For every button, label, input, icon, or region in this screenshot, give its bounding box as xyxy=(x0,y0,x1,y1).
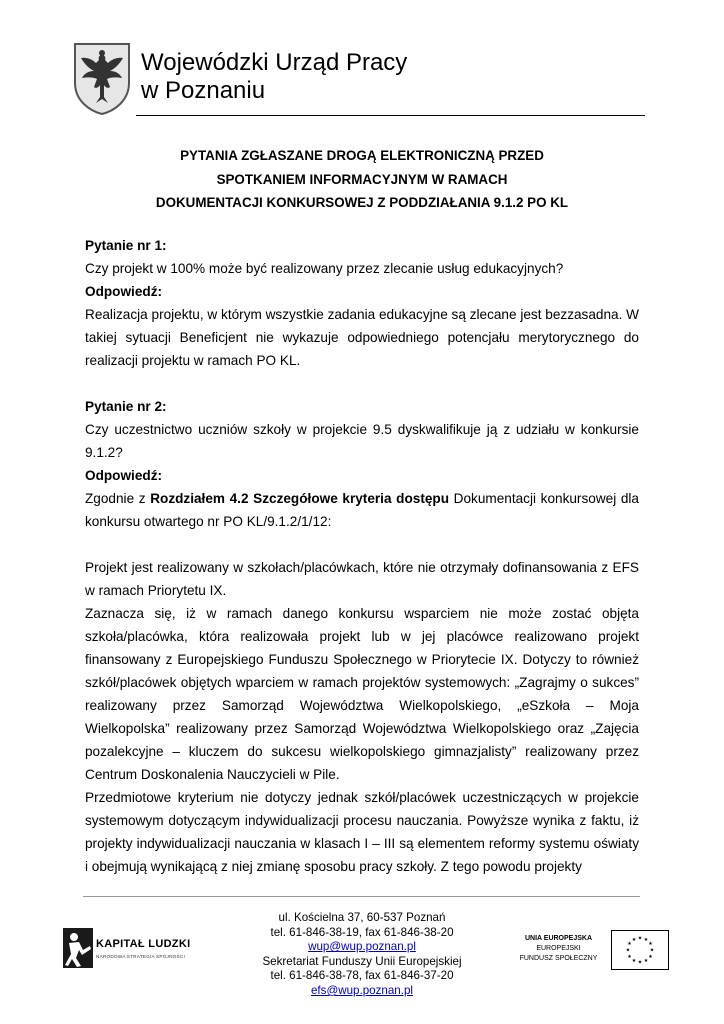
svg-text:★: ★ xyxy=(631,958,637,964)
question-2-text: Czy uczestnictwo uczniów szkoły w projekcie 9.5 dyskwalifikuje ją z udziału w konkursie 9.1.2? xyxy=(85,422,639,460)
eu-line-2: EUROPEJSKI xyxy=(536,945,581,952)
document-title xyxy=(84,144,640,215)
kapital-ludzki-title: KAPITAŁ LUDZKI xyxy=(96,938,191,950)
svg-text:★: ★ xyxy=(627,954,632,960)
answer-2-label: Odpowiedź: xyxy=(85,468,163,483)
svg-text:★: ★ xyxy=(648,941,653,947)
document-body xyxy=(85,234,639,878)
footer-divider xyxy=(83,896,640,897)
svg-text:★: ★ xyxy=(627,941,632,947)
header-divider xyxy=(136,115,645,116)
organization-name-line1: Wojewódzki Urząd Pracy xyxy=(141,49,408,76)
answer-1-text: Realizacja projektu, w którym wszystkie zadania edukacyjne są zlecane jest bezzasadna. W takiej sytuacji Beneficjent nie wykazuje odpowiedniego potencjału merytorycznego do realizacji projektu w ramach PO KL. xyxy=(85,307,639,368)
answer-1-label: Odpowiedź: xyxy=(85,284,163,299)
answer-2-intro-pre: Zgodnie z xyxy=(85,491,151,506)
footer-contact xyxy=(245,911,479,999)
footer-secretariat: Sekretariat Funduszy Unii Europejskiej xyxy=(262,954,462,968)
svg-text:★: ★ xyxy=(649,947,655,954)
document-title-line2: SPOTKANIEM INFORMACYJNYM W RAMACH xyxy=(216,171,508,187)
svg-text:★: ★ xyxy=(637,959,643,966)
footer-email-2-link[interactable]: efs@wup.poznan.pl xyxy=(310,983,413,997)
kapital-ludzki-logo xyxy=(63,928,213,968)
svg-text:★: ★ xyxy=(643,958,649,964)
footer-phone-1: tel. 61-846-38-19, fax 61-846-38-20 xyxy=(270,925,454,939)
page-header xyxy=(70,38,645,118)
svg-text:★: ★ xyxy=(637,935,643,942)
document-title-line3: DOKUMENTACJI KONKURSOWEJ Z PODDZIAŁANIA 9.1.2 PO KL xyxy=(155,195,569,210)
eu-line-3: FUNDUSZ SPOŁECZNY xyxy=(519,955,598,962)
answer-2-paragraph-1: Projekt jest realizowany w szkołach/placówkach, które nie otrzymały dofinansowania z EFS w ramach Priorytetu IX. xyxy=(85,560,639,598)
footer-address: ul. Kościelna 37, 60-537 Poznań xyxy=(278,911,446,924)
svg-text:★: ★ xyxy=(625,947,631,954)
footer-phone-2: tel. 61-846-38-78, fax 61-846-37-20 xyxy=(270,969,454,983)
answer-2-intro-reference: Rozdziałem 4.2 Szczegółowe kryteria dostępu xyxy=(150,491,450,506)
eu-flag-icon xyxy=(611,930,669,970)
organization-name-line2: w Poznaniu xyxy=(141,77,266,104)
question-2-label: Pytanie nr 2: xyxy=(85,399,167,414)
document-title-line1: PYTANIA ZGŁASZANE DROGĄ ELEKTRONICZNĄ PRZED xyxy=(180,148,544,163)
svg-text:★: ★ xyxy=(648,954,653,960)
answer-2-paragraph-2: Zaznacza się, iż w ramach danego konkursu wsparciem nie może zostać objęta szkoła/placówka, która realizowała projekt lub w jej placówce realizowano projekt finansowany z Europejskiego Funduszu Społecznego w Priorytecie IX. Dotyczy to również szkół/placówek objętych wparciem w ramach projektów systemowych: „Zagrajmy o sukces” realizowany przez Samorząd Województwa Wielkopolskiego, „eSzkoła – Moja Wielkopolska” realizowany przez Samorząd Województwa Wielkopolskiego oraz „Zajęcia pozalekcyjne – kluczem do sukcesu wielkopolskiego gimnazjalisty” realizowany przez Centrum Doskonalenia Nauczycieli w Pile. xyxy=(85,606,639,782)
answer-2-intro xyxy=(85,487,639,533)
footer-email-1-link[interactable]: wup@wup.poznan.pl xyxy=(308,940,416,954)
eagle-crest-icon xyxy=(72,41,132,115)
answer-2-intro-post: Dokumentacji konkursowej dla konkursu otwartego nr PO KL/9.1.2/1/12: xyxy=(85,491,639,529)
organization-name xyxy=(141,49,407,105)
eu-line-1: UNIA EUROPEJSKA xyxy=(524,935,593,942)
question-1-label: Pytanie nr 1: xyxy=(85,238,167,253)
answer-2-paragraph-3: Przedmiotowe kryterium nie dotyczy jednak szkół/placówek uczestniczących w projekcie systemowym dotyczącym indywidualizacji procesu nauczania. Powyższe wynika z faktu, iż projekty indywidualizacji nauczania w klasach I – III są elementem reformy systemu oświaty i obejmują wynikającą z niej zmianę sposobu pracy szkoły. Z tego powodu projekty xyxy=(85,790,639,874)
eu-logo-text xyxy=(510,934,607,964)
kapital-ludzki-logo-icon xyxy=(63,928,93,968)
svg-text:★: ★ xyxy=(643,937,649,943)
question-1-text: Czy projekt w 100% może być realizowany przez zlecanie usług edukacyjnych? xyxy=(85,261,564,276)
kapital-ludzki-subtitle: NARODOWA STRATEGIA SPÓJNOŚCI xyxy=(96,954,185,959)
svg-text:★: ★ xyxy=(631,937,637,943)
